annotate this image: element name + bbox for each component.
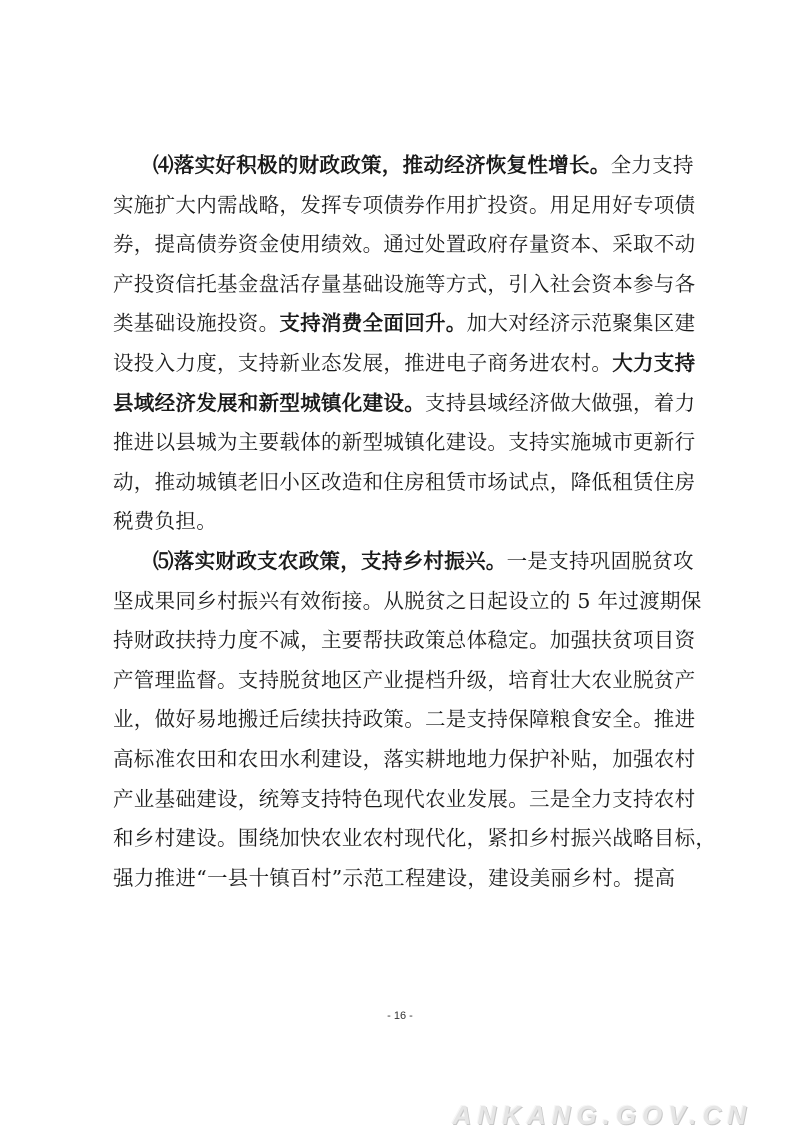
body-text-run: 实施扩大内需战略，发挥专项债券作用扩投资。用足用好专项债 — [113, 192, 696, 217]
text-line — [113, 344, 703, 384]
body-text-run: 类基础设施投资。 — [113, 311, 280, 336]
body-text-run: 全力支持 — [610, 153, 694, 177]
text-line — [113, 423, 703, 463]
body-text-run: 产业基础建设，统筹支持特色现代农业发展。三是全力支持农村 — [113, 786, 696, 811]
body-text-run: 强力推进“一县十镇百村”示范工程建设，建设美丽乡村。提高 — [113, 865, 676, 890]
body-text-run: 产投资信托基金盘活存量基础设施等方式，引入社会资本参与各 — [113, 271, 696, 296]
text-line — [113, 582, 703, 622]
text-line — [113, 542, 703, 582]
body-text-run: 一是支持巩固脱贫攻 — [506, 548, 694, 573]
body-text-run: 税费负担。 — [113, 509, 217, 534]
body-text — [113, 146, 717, 898]
body-text-run: 推进以县城为主要载体的新型城镇化建设。支持实施城市更新行 — [113, 430, 696, 455]
bold-heading-text: 大力支持 — [612, 350, 696, 375]
body-text-run: 持财政扶持力度不减，主要帮扶政策总体稳定。加强扶贫项目资 — [113, 628, 696, 653]
text-line — [113, 384, 703, 424]
bold-heading-text: ⑸落实财政支农政策，支持乡村振兴。 — [153, 548, 507, 573]
body-text-run: 设投入力度，支持新业态发展，推进电子商务进农村。 — [113, 350, 613, 375]
text-line — [113, 186, 703, 226]
text-line — [113, 700, 703, 740]
bold-heading-text: 县域经济发展和新型城镇化建设。 — [113, 390, 425, 415]
text-line — [113, 502, 703, 542]
text-line — [113, 819, 717, 859]
body-text-run: 和乡村建设。围绕加快农业农村现代化，紧扣乡村振兴战略目标， — [113, 826, 717, 851]
body-text-run: 券，提高债券资金使用绩效。通过处置政府存量资本、采取不动 — [113, 232, 696, 257]
page-number: - 16 - — [387, 1010, 413, 1022]
bold-heading-text: ⑷落实好积极的财政政策，推动经济恢复性增长。 — [153, 153, 611, 177]
body-text-run: 支持县域经济做大做强，着力 — [425, 390, 696, 415]
body-text-run: 坚成果同乡村振兴有效衔接。从脱贫之日起设立的 5 年过渡期保 — [113, 588, 702, 613]
text-line — [113, 463, 703, 503]
text-line — [113, 146, 703, 186]
text-line — [113, 740, 703, 780]
text-line — [113, 859, 703, 899]
paragraph-p4 — [113, 146, 703, 542]
text-line — [113, 265, 703, 305]
paragraph-p5 — [113, 542, 717, 898]
body-text-run: 加大对经济示范聚集区建 — [466, 311, 696, 336]
text-line — [113, 304, 703, 344]
text-line — [113, 661, 703, 701]
bold-heading-text: 支持消费全面回升。 — [279, 311, 467, 336]
text-line — [113, 621, 703, 661]
body-text-run: 业，做好易地搬迁后续扶持政策。二是支持保障粮食安全。推进 — [113, 707, 696, 732]
text-line — [113, 780, 703, 820]
body-text-run: 动，推动城镇老旧小区改造和住房租赁市场试点，降低租赁住房 — [113, 469, 696, 494]
site-watermark: ANKANG.GOV.CN — [452, 1100, 752, 1130]
text-line — [113, 225, 703, 265]
body-text-run: 产管理监督。支持脱贫地区产业提档升级，培育壮大农业脱贫产 — [113, 667, 696, 692]
body-text-run: 高标准农田和农田水利建设，落实耕地地力保护补贴，加强农村 — [113, 746, 696, 771]
